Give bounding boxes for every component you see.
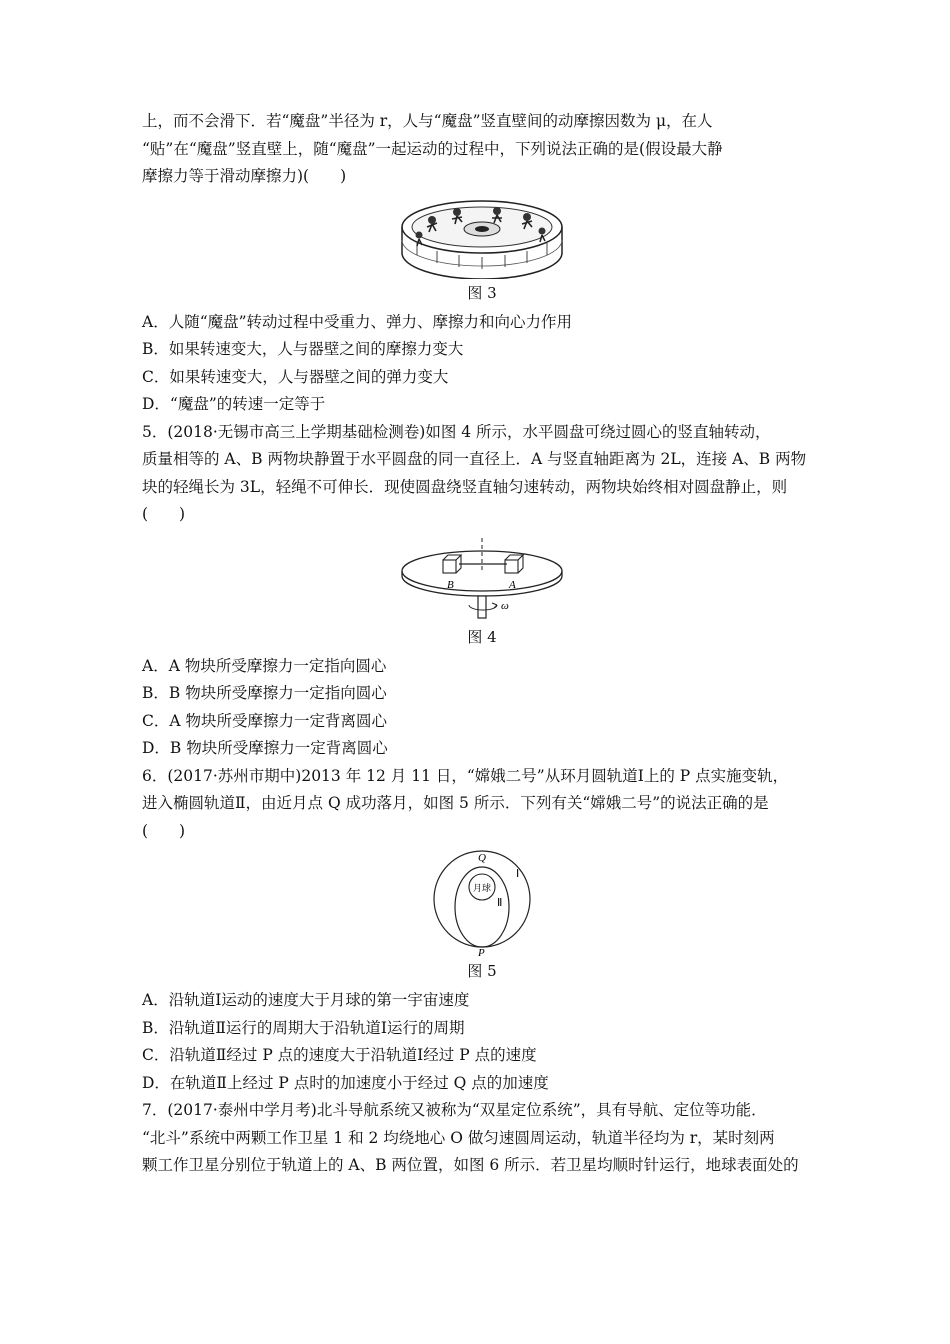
option-a: A．A 物块所受摩擦力一定指向圆心 (142, 656, 387, 675)
text-line: 6．(2017·苏州市期中)2013 年 12 月 11 日，“嫦娥二号”从环月圆轨道Ⅰ上的 P 点实施变轨， (142, 766, 789, 785)
label-omega: ω (501, 599, 509, 612)
text-line: 摩擦力等于滑动摩擦力)( ) (142, 167, 347, 185)
option-b: B．B 物块所受摩擦力一定指向圆心 (142, 684, 387, 702)
label-b: B (447, 578, 454, 591)
text-line: “贴”在“魔盘”竖直壁上，随“魔盘”一起运动的过程中，下列说法正确的是(假设最大静 (142, 139, 723, 158)
option-a: A．人随“魔盘”转动过程中受重力、弹力、摩擦力和向心力作用 (142, 312, 573, 331)
lunar-orbit-diagram (427, 849, 537, 957)
text-line: 7．(2017·泰州中学月考)北斗导航系统又被称为“双星定位系统”，具有导航、定位等功能． (142, 1101, 767, 1119)
text-line: 颗工作卫星分别位于轨道上的 A、B 两位置，如图 6 所示．若卫星均顺时针运行，地球表面处的 (142, 1156, 799, 1174)
text-line: “北斗”系统中两颗工作卫星 1 和 2 均绕地心 O 做匀速圆周运动，轨道半径均为 r，某时刻两 (142, 1128, 775, 1147)
option-b: B．如果转速变大，人与器壁之间的摩擦力变大 (142, 340, 464, 358)
option-b: B．沿轨道Ⅱ运行的周期大于沿轨道Ⅰ运行的周期 (142, 1018, 465, 1037)
question-7-text (142, 1097, 822, 1180)
text-line: 块的轻绳长为 3L，轻绳不可伸长．现使圆盘绕竖直轴匀速转动，两物块始终相对圆盘静止，则 (142, 477, 788, 496)
option-d: D．在轨道Ⅱ上经过 P 点时的加速度小于经过 Q 点的加速度 (142, 1073, 549, 1092)
magic-disc-illustration (397, 195, 567, 279)
question-4-text (142, 108, 822, 191)
figure-3-caption: 图 3 (467, 283, 497, 302)
figure-5-caption: 图 5 (467, 962, 497, 980)
label-q: Q (478, 852, 486, 864)
text-line: 5．(2018·无锡市高三上学期基础检测卷)如图 4 所示，水平圆盘可绕过圆心的竖直轴转动， (142, 422, 771, 441)
option-d: D．B 物块所受摩擦力一定背离圆心 (142, 739, 388, 757)
moon-label: 月球 (472, 884, 492, 894)
text-line: 上，而不会滑下．若“魔盘”半径为 r，人与“魔盘”竖直壁间的动摩擦因数为 μ，在人 (142, 112, 713, 130)
label-a: A (509, 578, 516, 591)
figure-4-rotating-disc (142, 533, 822, 623)
document-page (142, 108, 822, 1180)
label-orbit-2: Ⅱ (497, 897, 503, 909)
figure-3-magic-disc (142, 195, 822, 279)
option-c: C．沿轨道Ⅱ经过 P 点的速度大于沿轨道Ⅰ经过 P 点的速度 (142, 1046, 537, 1064)
text-line: 质量相等的 A、B 两物块静置于水平圆盘的同一直径上．A 与竖直轴距离为 2L，连接 A、B 两物 (142, 450, 807, 468)
text-line: ( ) (142, 505, 186, 523)
figure-5-lunar-orbits (142, 849, 822, 957)
option-c: C．A 物块所受摩擦力一定背离圆心 (142, 711, 387, 730)
figure-4-caption: 图 4 (467, 627, 497, 646)
rotating-disc-diagram (397, 533, 567, 623)
question-6-text (142, 763, 822, 846)
option-d: D．“魔盘”的转速一定等于 (142, 395, 326, 413)
text-line: 进入椭圆轨道Ⅱ，由近月点 Q 成功落月，如图 5 所示．下列有关“嫦娥二号”的说法正确的是 (142, 794, 769, 812)
question-6-options (142, 987, 822, 1097)
option-c: C．如果转速变大，人与器壁之间的弹力变大 (142, 367, 449, 386)
question-5-options (142, 653, 822, 763)
option-a: A．沿轨道Ⅰ运动的速度大于月球的第一宇宙速度 (142, 991, 470, 1009)
label-orbit-1: Ⅰ (516, 868, 520, 880)
question-5-text (142, 419, 822, 529)
text-line: ( ) (142, 821, 186, 840)
label-p: P (478, 947, 485, 957)
question-4-options (142, 309, 822, 419)
